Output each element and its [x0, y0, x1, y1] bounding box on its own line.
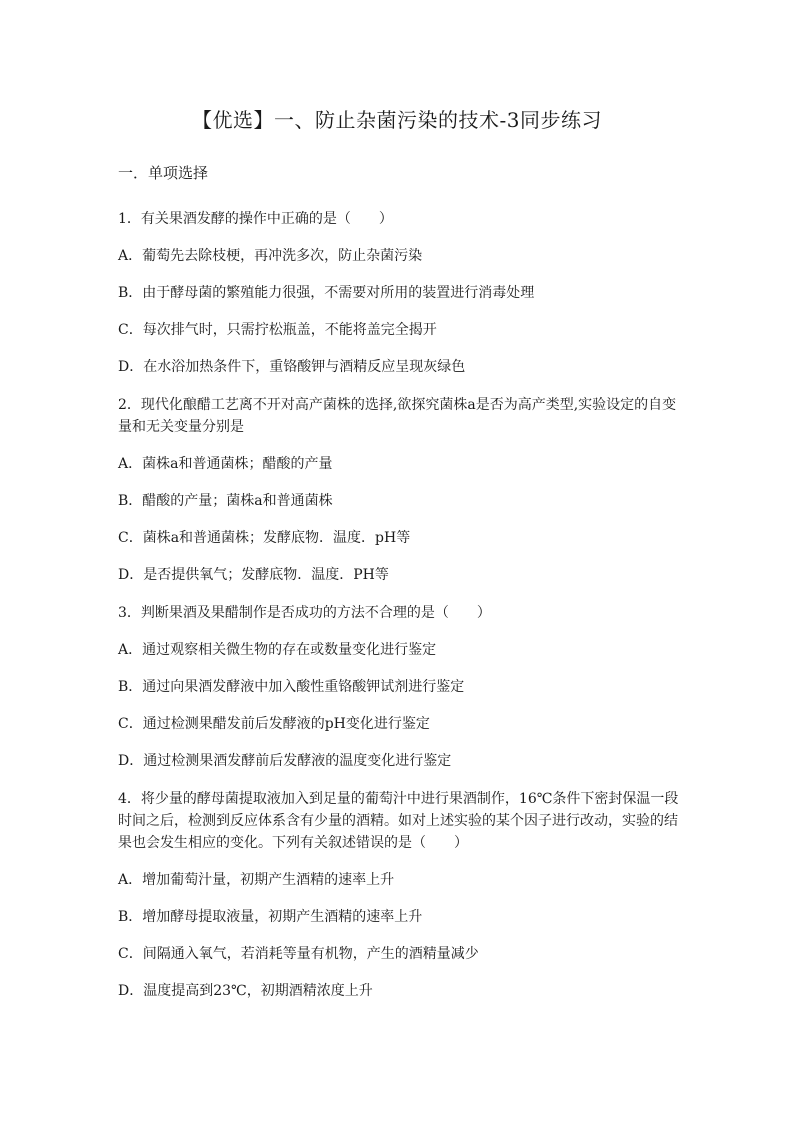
option-b: B．通过向果酒发酵液中加入酸性重铬酸钾试剂进行鉴定	[118, 679, 465, 695]
option-d: D．在水浴加热条件下，重铬酸钾与酒精反应呈现灰绿色	[118, 359, 466, 375]
option-c: C．通过检测果醋发前后发酵液的pH变化进行鉴定	[118, 716, 430, 732]
question-stem: 4．将少量的酵母菌提取液加入到足量的葡萄汁中进行果酒制作，16℃条件下密封保温一段时间之后，检测到反应体系含有少量的酒精。如对上述实验的某个因子进行改动，实验的结果也会发生相应的变化。下列有关叙述错误的是（ ）	[118, 791, 679, 851]
option-a: A．通过观察相关微生物的存在或数量变化进行鉴定	[118, 642, 437, 658]
option-b: B．由于酵母菌的繁殖能力很强，不需要对所用的装置进行消毒处理	[118, 285, 535, 301]
section-heading: 一．单项选择	[118, 164, 209, 182]
option-b: B．增加酵母提取液量，初期产生酒精的速率上升	[118, 909, 423, 925]
option-c: C．菌株a和普通菌株；发酵底物．温度．pH等	[118, 530, 411, 546]
option-d: D．温度提高到23℃，初期酒精浓度上升	[118, 983, 373, 999]
question-stem: 1．有关果酒发酵的操作中正确的是（ ）	[118, 211, 393, 227]
question-1	[118, 208, 688, 378]
question-4	[118, 788, 688, 1002]
option-a: A．增加葡萄汁量，初期产生酒精的速率上升	[118, 872, 395, 888]
option-d: D．通过检测果酒发酵前后发酵液的温度变化进行鉴定	[118, 753, 452, 769]
question-stem: 2．现代化酿醋工艺离不开对高产菌株的选择,欲探究菌株a是否为高产类型,实验设定的自变量和无关变量分别是	[118, 397, 677, 435]
question-list	[118, 208, 688, 1018]
option-d: D．是否提供氧气；发酵底物．温度．PH等	[118, 567, 389, 583]
question-2	[118, 394, 688, 586]
option-c: C．每次排气时，只需拧松瓶盖，不能将盖完全揭开	[118, 322, 437, 338]
question-3	[118, 602, 688, 772]
question-stem: 3．判断果酒及果醋制作是否成功的方法不合理的是（ ）	[118, 605, 491, 621]
option-a: A．菌株a和普通菌株；醋酸的产量	[118, 456, 333, 472]
option-a: A．葡萄先去除枝梗，再冲洗多次，防止杂菌污染	[118, 248, 423, 264]
document-title: 【优选】一、防止杂菌污染的技术-3同步练习	[192, 108, 602, 132]
option-b: B．醋酸的产量；菌株a和普通菌株	[118, 493, 333, 509]
option-c: C．间隔通入氧气，若消耗等量有机物，产生的酒精量减少	[118, 946, 479, 962]
